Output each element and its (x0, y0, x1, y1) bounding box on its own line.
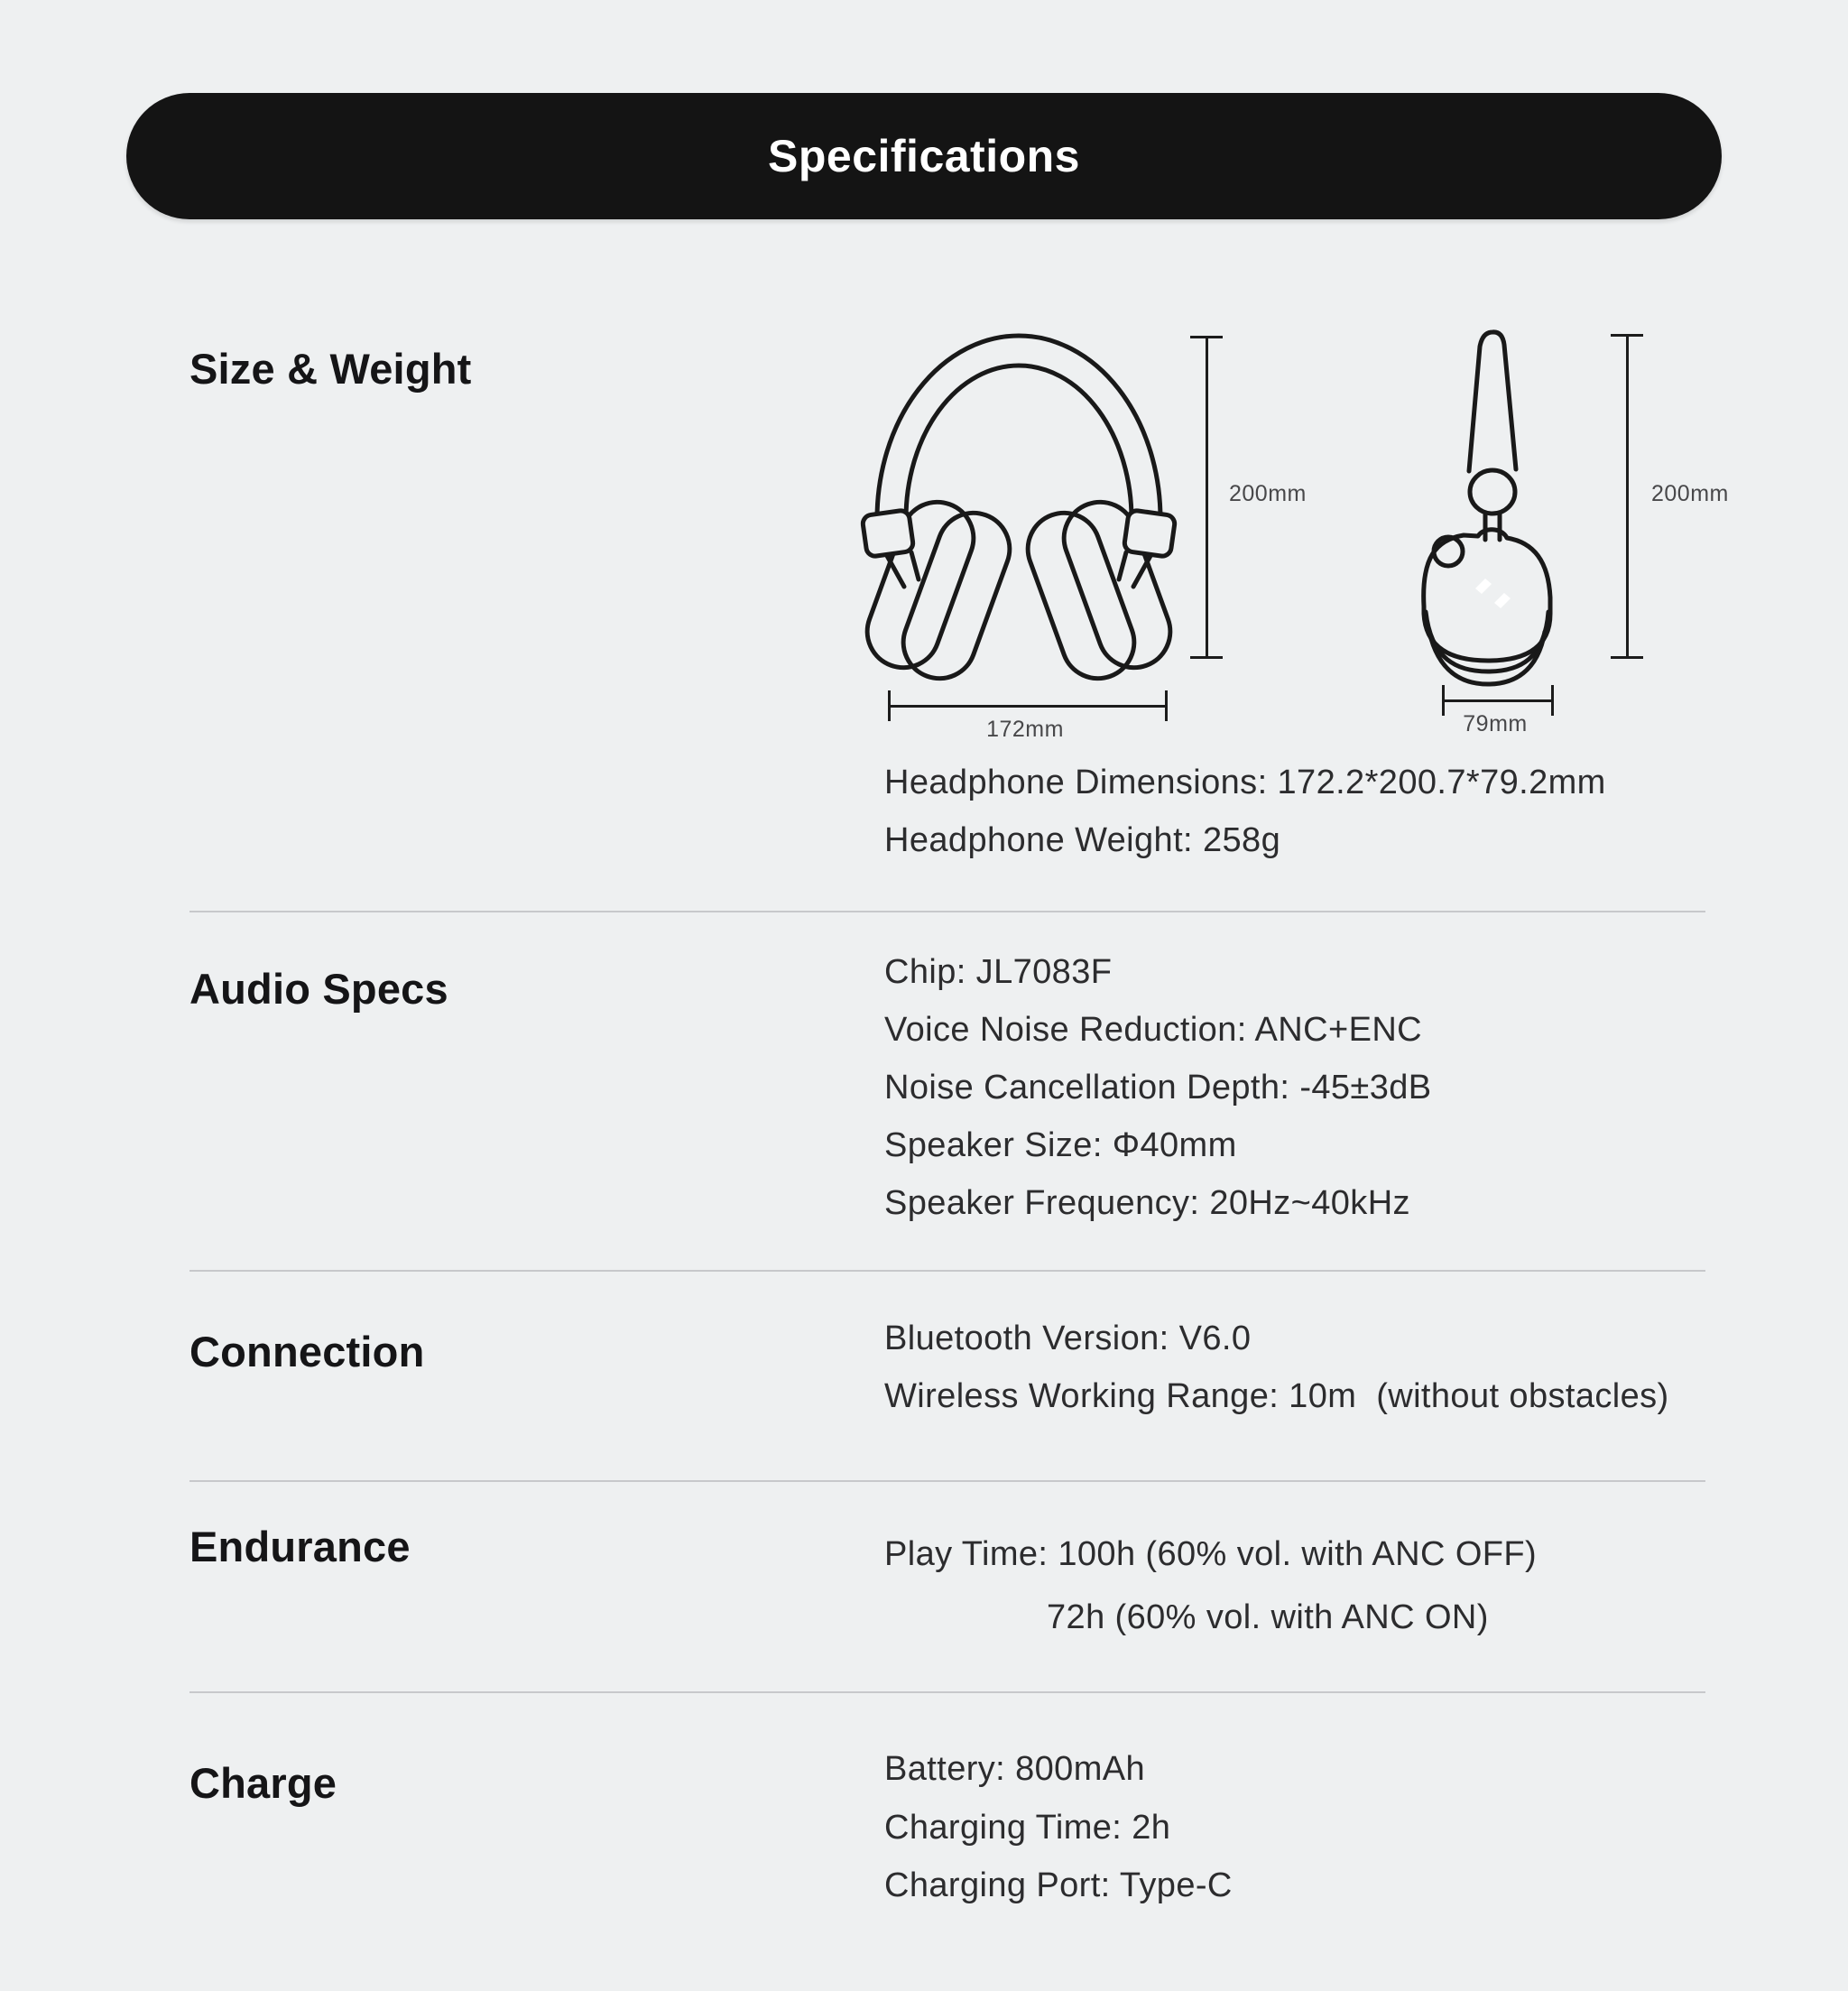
spec-line-play-time-anc-off: Play Time: 100h (60% vol. with ANC OFF) (884, 1535, 1538, 1573)
brand-logo-icon (1475, 579, 1511, 608)
spec-line-charging-port: Charging Port: Type-C (884, 1866, 1233, 1904)
spec-line-dimensions: Headphone Dimensions: 172.2*200.7*79.2mm (884, 764, 1606, 801)
side-width-dimension-label: 79mm (1463, 711, 1528, 736)
spec-line-voice-noise-reduction: Voice Noise Reduction: ANC+ENC (884, 1011, 1423, 1049)
front-height-dimension-label: 200mm (1229, 481, 1307, 506)
page-title: Specifications (768, 131, 1080, 181)
spec-line-charging-time: Charging Time: 2h (884, 1809, 1171, 1847)
section-divider (189, 1270, 1705, 1272)
spec-line-noise-cancellation-depth: Noise Cancellation Depth: -45±3dB (884, 1069, 1432, 1107)
spec-line-speaker-frequency: Speaker Frequency: 20Hz~40kHz (884, 1184, 1410, 1222)
spec-line-speaker-size: Speaker Size: Φ40mm (884, 1126, 1237, 1164)
headphones-side-drawing (1415, 327, 1559, 688)
section-divider (189, 1480, 1705, 1482)
section-heading-endurance: Endurance (189, 1523, 411, 1570)
section-heading-charge: Charge (189, 1759, 337, 1807)
section-heading-connection: Connection (189, 1328, 425, 1375)
section-divider (189, 911, 1705, 912)
spec-line-weight: Headphone Weight: 258g (884, 821, 1281, 859)
section-divider (189, 1691, 1705, 1693)
spec-line-bluetooth-version: Bluetooth Version: V6.0 (884, 1320, 1252, 1357)
spec-line-wireless-range: Wireless Working Range: 10m (without obstacles) (884, 1377, 1669, 1415)
side-height-dimension-label: 200mm (1651, 481, 1729, 506)
side-height-dimension-line (1611, 334, 1643, 659)
front-width-dimension-label: 172mm (986, 717, 1064, 742)
spec-line-play-time-anc-on: 72h (60% vol. with ANC ON) (1047, 1598, 1489, 1636)
specifications-header-pill (126, 93, 1722, 219)
front-height-dimension-line (1190, 336, 1223, 659)
spec-line-chip: Chip: JL7083F (884, 953, 1113, 991)
spec-line-battery: Battery: 800mAh (884, 1750, 1146, 1788)
section-heading-audio-specs: Audio Specs (189, 965, 448, 1013)
headphones-front-drawing (857, 325, 1180, 713)
section-heading-size-weight: Size & Weight (189, 345, 472, 393)
